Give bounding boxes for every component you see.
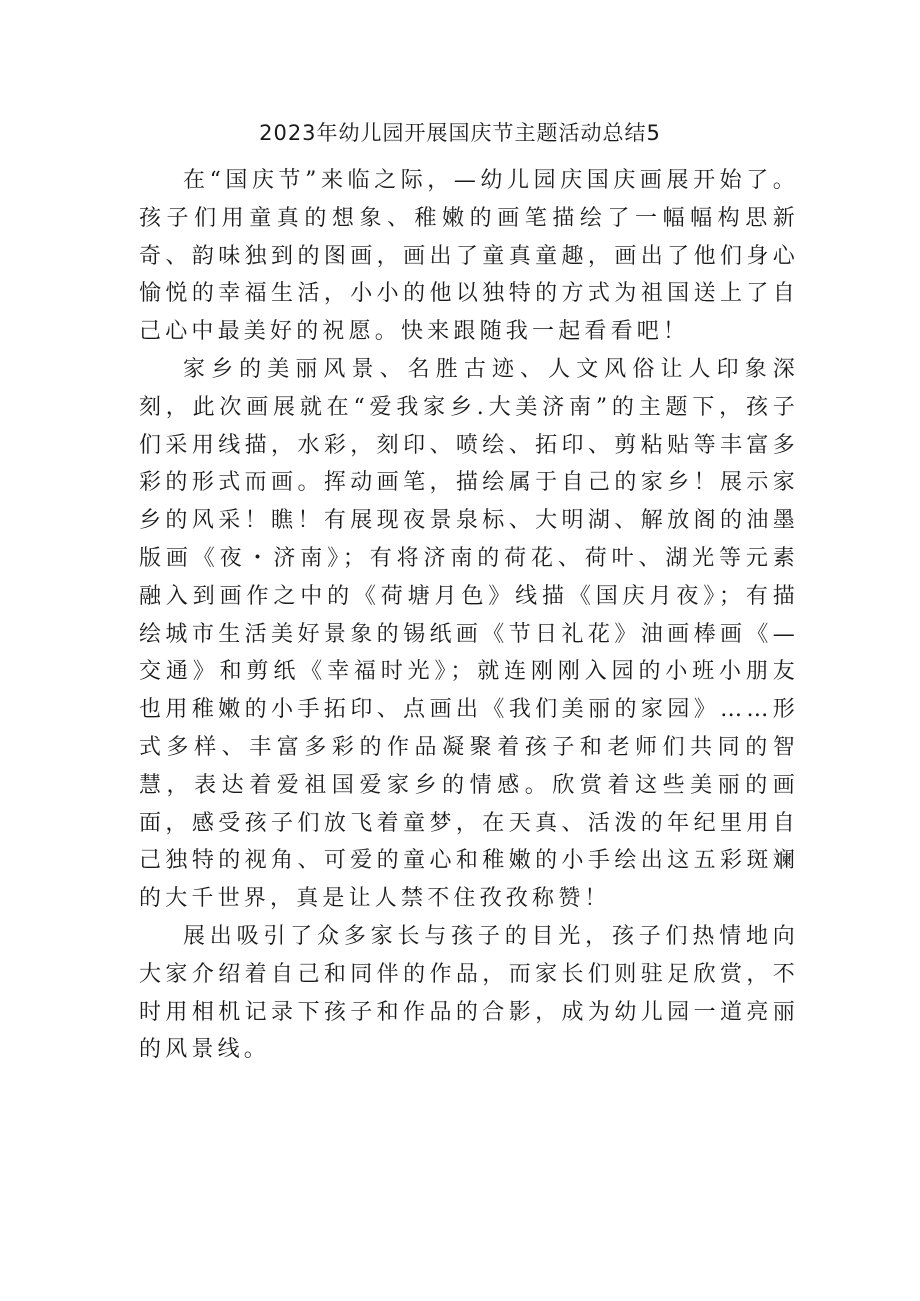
document-body	[139, 162, 799, 1069]
paragraph-exhibition-details: 家乡的美丽风景、名胜古迹、人文风俗让人印象深刻，此次画展就在“爱我家乡.大美济南”的主题下，孩子们采用线描，水彩，刻印、喷绘、拓印、剪粘贴等丰富多彩的形式而画。挥动画笔，描绘属于自己的家乡！展示家乡的风采！瞧！有展现夜景泉标、大明湖、解放阁的油墨版画《夜・济南》；有将济南的荷花、荷叶、湖光等元素融入到画作之中的《荷塘月色》线描《国庆月夜》；有描绘城市生活美好景象的锡纸画《节日礼花》油画棒画《—交通》和剪纸《幸福时光》；就连刚刚入园的小班小朋友也用稚嫩的小手拓印、点画出《我们美丽的家园》……形式多样、丰富多彩的作品凝聚着孩子和老师们共同的智慧，表达着爱祖国爱家乡的情感。欣赏着这些美丽的画面，感受孩子们放飞着童梦，在天真、活泼的年纪里用自己独特的视角、可爱的童心和稚嫩的小手绘出这五彩斑斓的大千世界，真是让人禁不住孜孜称赞！	[139, 356, 799, 912]
paragraph-conclusion: 展出吸引了众多家长与孩子的目光，孩子们热情地向大家介绍着自己和同伴的作品，而家长们则驻足欣赏，不时用相机记录下孩子和作品的合影，成为幼儿园一道亮丽的风景线。	[139, 923, 799, 1063]
paragraph-intro: 在“国庆节”来临之际，—幼儿园庆国庆画展开始了。孩子们用童真的想象、稚嫩的画笔描绘了一幅幅构思新奇、韵味独到的图画，画出了童真童趣，画出了他们身心愉悦的幸福生活，小小的他以独特的方式为祖国送上了自己心中最美好的祝愿。快来跟随我一起看看吧！	[139, 168, 799, 345]
document-title: 2023年幼儿园开展国庆节主题活动总结5	[259, 121, 661, 145]
